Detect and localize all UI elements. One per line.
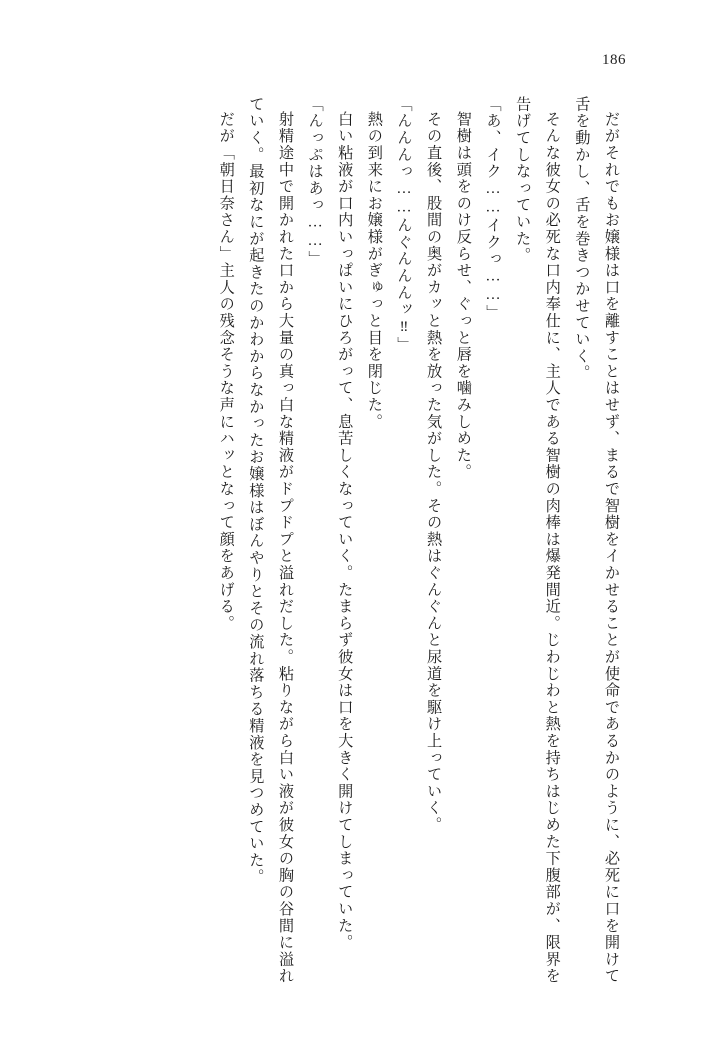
page-body-text — [86, 96, 626, 990]
paragraph: 射精途中で開かれた口から大量の真っ白な精液がドプドプと溢れだした。粘りながら白い液が彼女の胸の谷間に溢れていく。最初なにが起きたのかわからなかったお嬢様はぼんやりとその流れ落ちる精液を見つめていた。 — [247, 96, 294, 985]
paragraph: だがそれでもお嬢様は口を離すことはせず、まるで智樹をイかせることが使命であるかのように、必死に口を開けて舌を動かし、舌を巻きつかせていく。 — [573, 96, 620, 985]
paragraph: 熱の到来にお嬢様がぎゅっと目を閉じた。 — [365, 111, 383, 431]
paragraph: その直後、股間の奥がカッと熱を放った気がした。その熱はぐんぐんと尿道を駆け上っていく。 — [425, 111, 443, 834]
paragraph-dialogue: 「んんんっ……んぐんんんッ‼」 — [395, 96, 413, 354]
paragraph-dialogue: 「んっぷはあっ……」 — [306, 96, 324, 268]
paragraph: そんな彼女の必死な口内奉仕に、主人である智樹の肉棒は爆発間近。じわじわと熱を持ちはじめた下腹部が、限界を告げてしなっていた。 — [514, 96, 561, 985]
paragraph: だが「朝日奈さん」主人の残念そうな声にハッとなって顔をあげる。 — [217, 111, 235, 632]
paragraph-dialogue: 「あ、イク……イクっ……」 — [484, 96, 502, 322]
paragraph: 白い粘液が口内いっぱいにひろがって、息苦しくなっていく。たまらず彼女は口を大きく開けてしまっていた。 — [336, 111, 354, 952]
paragraph: 智樹は頭をのけ反らせ、ぐっと唇を噛みしめた。 — [454, 111, 472, 481]
page-number: 186 — [602, 52, 626, 68]
